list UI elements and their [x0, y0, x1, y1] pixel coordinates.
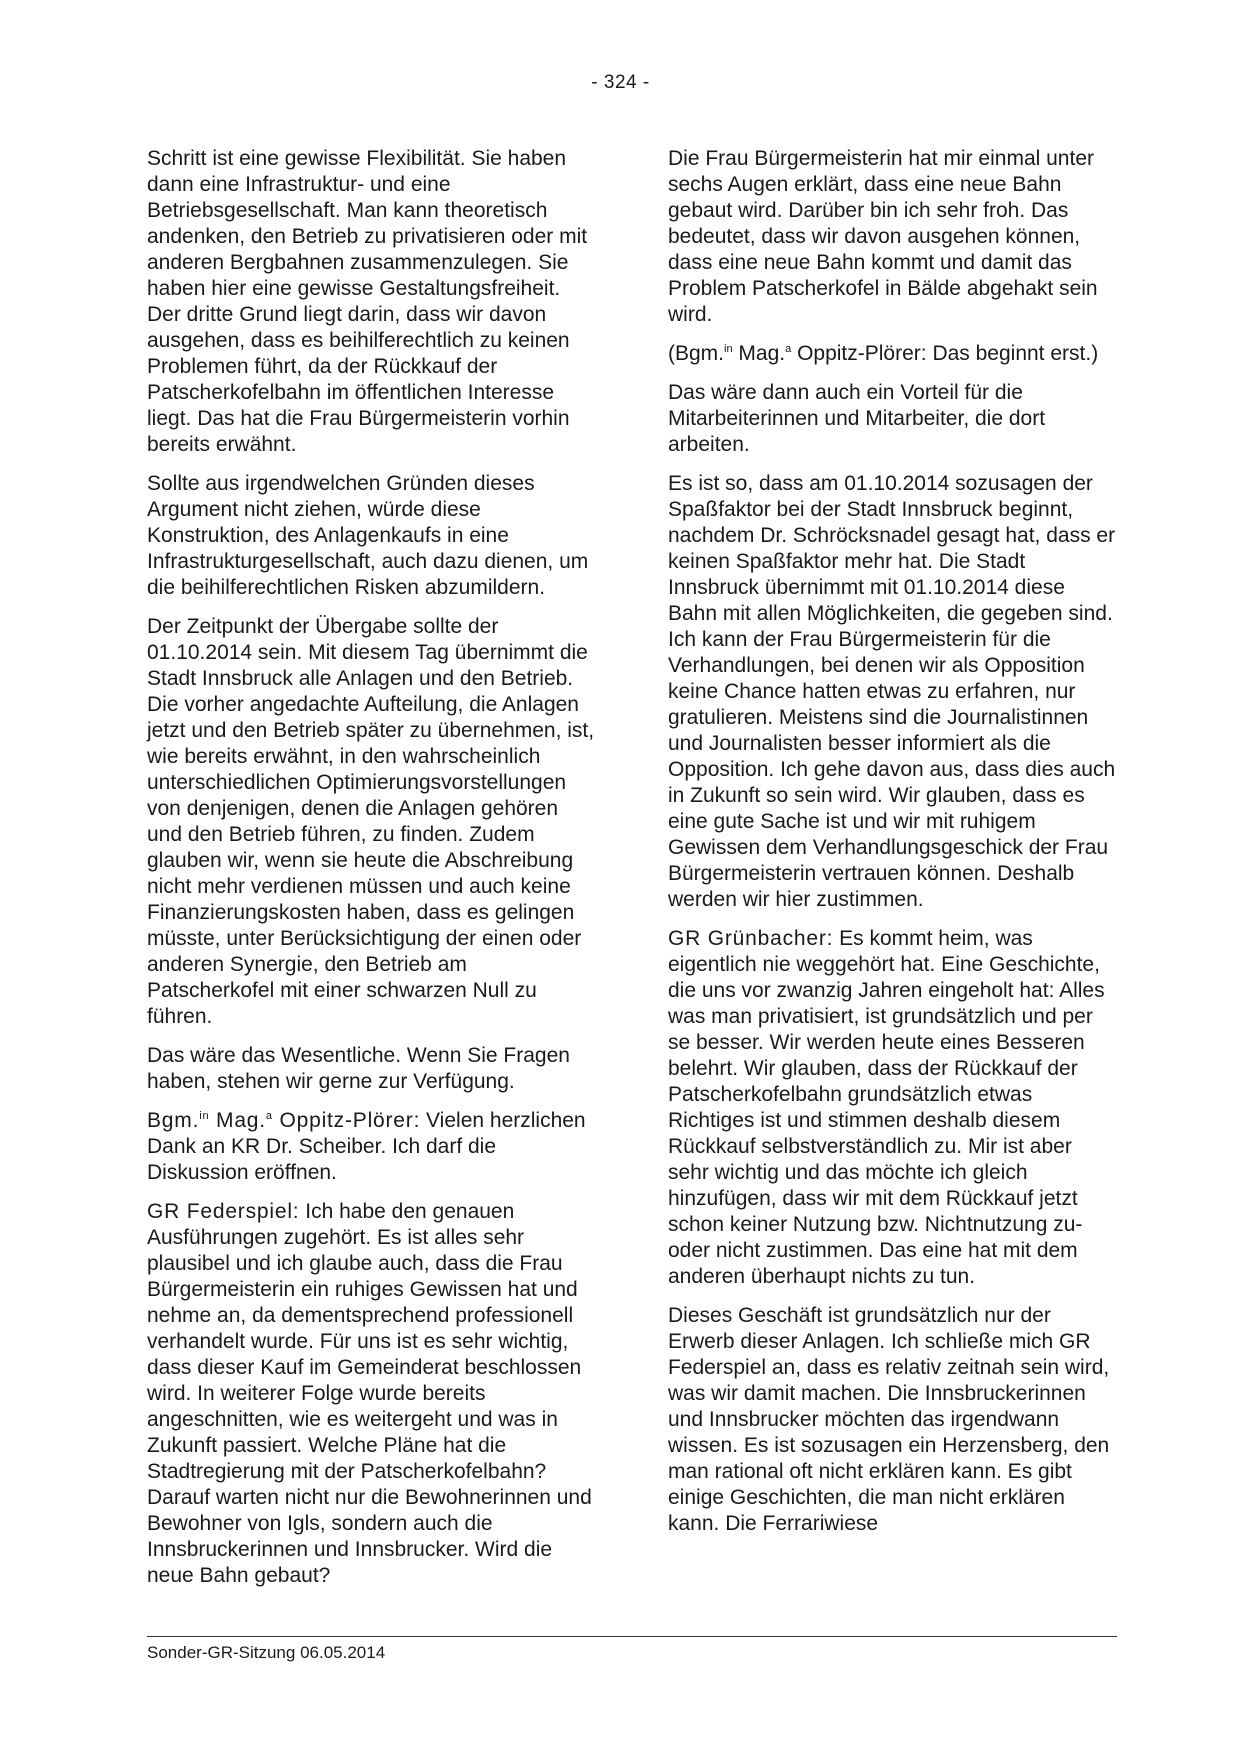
superscript: in	[199, 1110, 210, 1122]
paragraph: Das wäre dann auch ein Vorteil für die Mitarbeiterinnen und Mitarbeiter, die dort arbeiten.	[668, 381, 1046, 456]
paragraph: Die Frau Bürgermeisterin hat mir einmal unter sechs Augen erklärt, dass eine neue Bahn gebaut wird. Darüber bin ich sehr froh. Das bedeutet, dass wir davon ausgehen können, dass eine neue Bahn kommt und damit das Problem Patscherkofel in Bälde abgehakt sein wird.	[668, 147, 1098, 326]
paragraph: Dieses Geschäft ist grundsätzlich nur der Erwerb dieser Anlagen. Ich schließe mich GR Federspiel an, dass es relativ zeitnah sein wird, was wir damit machen. Die Innsbruckerinnen und Innsbrucker möchten das irgendwann wissen. Es ist sozusagen ein Herzensberg, den man rational oft nicht erklären kann. Es gibt einige Geschichten, die man nicht erklären kann. Die Ferrariwiese	[668, 1304, 1110, 1535]
speech-text: Vielen herzlichen Dank an KR Dr. Scheiber. Ich darf die Diskussion eröffnen.	[147, 1109, 586, 1184]
paragraph: Schritt ist eine gewisse Flexibilität. Sie haben dann eine Infrastruktur- und eine Betriebsgesellschaft. Man kann theoretisch andenken, den Betrieb zu privatisieren oder mit anderen Bergbahnen zusammenzulegen. Sie haben hier eine gewisse Gestaltungsfreiheit. Der dritte Grund liegt darin, dass wir davon ausgehen, dass es beihilferechtlich zu keinen Problemen führt, da der Rückkauf der Patscherkofelbahn im öffentlichen Interesse liegt. Das hat die Frau Bürgermeisterin vorhin bereits erwähnt.	[147, 147, 588, 456]
speech-paragraph	[147, 1108, 595, 1186]
speech-text: Ich habe den genauen Ausführungen zugehört. Es ist alles sehr plausibel und ich glaube auch, dass die Frau Bürgermeisterin ein ruhiges Gewissen hat und nehme an, da dementsprechend professionell verhandelt wurde. Für uns ist es sehr wichtig, dass dieser Kauf im Gemeinderat beschlossen wird. In weiterer Folge wurde bereits angeschnitten, wie es weitergeht und was in Zukunft passiert. Welche Pläne hat die Stadtregierung mit der Patscherkofelbahn? Darauf warten nicht nur die Bewohnerinnen und Bewohner von Igls, sondern auch die Innsbruckerinnen und Innsbrucker. Wird die neue Bahn gebaut?	[147, 1200, 592, 1587]
paragraph: Es ist so, dass am 01.10.2014 sozusagen der Spaßfaktor bei der Stadt Innsbruck beginnt, nachdem Dr. Schröcksnadel gesagt hat, dass er keinen Spaßfaktor mehr hat. Die Stadt Innsbruck übernimmt mit 01.10.2014 diese Bahn mit allen Möglichkeiten, die gegeben sind. Ich kann der Frau Bürgermeisterin für die Verhandlungen, bei denen wir als Opposition keine Chance hatten etwas zu erfahren, nur gratulieren. Meistens sind die Journalistinnen und Journalisten besser informiert als die Opposition. Ich gehe davon aus, dass dies auch in Zukunft so sein wird. Wir glauben, dass es eine gute Sache ist und wir mit ruhigem Gewissen dem Verhandlungsgeschick der Frau Bürgermeisterin vertrauen können. Deshalb werden wir hier zustimmen.	[668, 472, 1116, 911]
speaker-name: Bgm.$^{in}$ Mag.$^a$ Oppitz-Plörer:	[147, 1109, 421, 1132]
superscript: a	[785, 343, 792, 355]
speech-paragraph	[147, 1199, 595, 1589]
paragraph: Das wäre das Wesentliche. Wenn Sie Fragen haben, stehen wir gerne zur Verfügung.	[147, 1044, 570, 1093]
footer-text: Sonder-GR-Sitzung 06.05.2014	[147, 1643, 386, 1662]
speech-text: Es kommt heim, was eigentlich nie weggehört hat. Eine Geschichte, die uns vor zwanzig Jahren eingeholt hat: Alles was man privatisiert, ist grundsätzlich und per se besser. Wir werden heute eines Besseren belehrt. Wir glauben, dass der Rückkauf der Patscherkofelbahn grundsätzlich etwas Richtiges ist und stimmen deshalb diesem Rückkauf selbstverständlich zu. Mir ist aber sehr wichtig und das möchte ich gleich hinzufügen, dass wir mit dem Rückkauf jetzt schon keiner Nutzung bzw. Nichtnutzung zu- oder nicht zustimmen. Das eine hat mit dem anderen überhaupt nichts zu tun.	[668, 927, 1105, 1288]
speaker-name: GR Grünbacher:	[668, 927, 834, 950]
interjection-paragraph: (Bgm.$^{in}$ Mag.$^a$ Oppitz-Plörer: Das beginnt erst.)	[668, 342, 1099, 365]
right-column	[668, 146, 1116, 1550]
superscript: in	[724, 343, 733, 355]
footer-divider	[147, 1636, 1117, 1637]
left-column	[147, 146, 595, 1602]
speaker-name: GR Federspiel:	[147, 1200, 300, 1223]
paragraph: Der Zeitpunkt der Übergabe sollte der 01.10.2014 sein. Mit diesem Tag übernimmt die Stadt Innsbruck alle Anlagen und den Betrieb. Die vorher angedachte Aufteilung, die Anlagen jetzt und den Betrieb später zu übernehmen, ist, wie bereits erwähnt, in den wahrscheinlich unterschiedlichen Optimierungsvorstellungen von denjenigen, denen die Anlagen gehören und den Betrieb führen, zu finden. Zudem glauben wir, wenn sie heute die Abschreibung nicht mehr verdienen müssen und auch keine Finanzierungskosten haben, dass es gelingen müsste, unter Berücksichtigung der einen oder anderen Synergie, den Betrieb am Patscherkofel mit einer schwarzen Null zu führen.	[147, 615, 595, 1028]
page-number: - 324 -	[591, 72, 650, 93]
paragraph: Sollte aus irgendwelchen Gründen dieses Argument nicht ziehen, würde diese Konstruktion, des Anlagenkaufs in eine Infrastrukturgesellschaft, auch dazu dienen, um die beihilferechtlichen Risken abzumildern.	[147, 472, 589, 599]
superscript: a	[265, 1110, 273, 1122]
speech-paragraph	[668, 926, 1116, 1290]
